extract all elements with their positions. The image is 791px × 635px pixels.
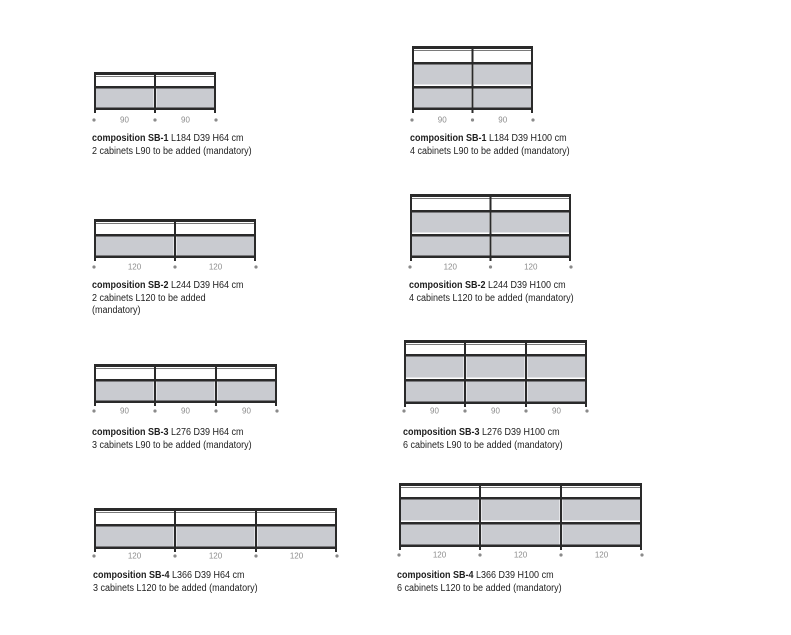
cabinet-panel — [177, 526, 255, 548]
frame-post — [214, 72, 216, 113]
frame-post — [399, 483, 401, 550]
cabinet-panel — [474, 88, 532, 109]
cabinet-panel — [528, 381, 586, 403]
cabinet-panel — [157, 381, 215, 402]
frame-post — [215, 364, 217, 406]
frame-post — [560, 483, 562, 550]
module-width-label: 90 — [181, 406, 190, 416]
cabinet-panel — [528, 356, 586, 378]
foot-marker — [478, 553, 481, 556]
foot-marker — [214, 118, 217, 121]
foot-marker — [408, 265, 411, 268]
sideboard-drawing — [94, 364, 282, 418]
frame-post — [640, 483, 642, 550]
composition-sb4-h64 — [94, 508, 342, 562]
composition-name: composition SB-1 — [92, 133, 169, 144]
frame-post — [255, 508, 257, 552]
frame-post — [94, 508, 96, 552]
base-line — [404, 402, 587, 405]
frame-post — [94, 219, 96, 261]
composition-dimensions: L366 D39 H100 cm — [476, 570, 554, 581]
composition-dimensions: L244 D39 H100 cm — [488, 280, 566, 291]
module-width-label: 120 — [127, 551, 142, 561]
cabinet-panel — [96, 236, 174, 257]
cabinet-panel — [474, 64, 532, 85]
foot-marker — [92, 265, 95, 268]
base-line — [94, 547, 337, 550]
frame-post — [464, 340, 466, 407]
foot-marker — [524, 409, 527, 412]
composition-name: composition SB-2 — [92, 280, 169, 291]
top-board — [94, 364, 277, 367]
cabinet-panel — [401, 524, 479, 546]
composition-dimensions: L366 D39 H64 cm — [172, 570, 245, 581]
cabinet-panel — [258, 526, 336, 548]
cabinet-panel — [96, 381, 154, 402]
module-width-label: 90 — [120, 406, 129, 416]
composition-name: composition SB-4 — [397, 570, 474, 581]
cabinet-panel — [412, 212, 490, 233]
foot-marker — [254, 265, 257, 268]
shelf-line — [399, 522, 642, 525]
foot-marker — [463, 409, 466, 412]
cabinet-panel — [96, 88, 154, 109]
composition-note: 2 cabinets L120 to be added — [92, 292, 206, 304]
composition-note: 3 cabinets L120 to be added (mandatory) — [93, 582, 258, 594]
module-width-label: 90 — [120, 115, 129, 125]
frame-post — [154, 364, 156, 406]
module-width-label: 120 — [208, 262, 223, 272]
top-board-edge — [404, 344, 587, 345]
module-width-label: 90 — [430, 406, 439, 416]
cabinet-panel — [563, 499, 641, 521]
composition-note: 4 cabinets L90 to be added (mandatory) — [410, 145, 570, 157]
foot-marker — [569, 265, 572, 268]
frame-post — [254, 219, 256, 261]
base-line — [399, 545, 642, 548]
module-width-label: 90 — [491, 406, 500, 416]
shelf-line — [404, 354, 587, 357]
cabinet-panel — [492, 236, 570, 257]
frame-post — [275, 364, 277, 406]
foot-marker — [92, 409, 95, 412]
foot-marker — [489, 265, 492, 268]
frame-post — [410, 194, 412, 261]
cabinet-panel — [406, 381, 464, 403]
composition-sb3-h100 — [403, 340, 591, 420]
frame-post — [94, 72, 96, 113]
cabinet-panel — [412, 236, 490, 257]
caption-sb3-h100 — [403, 427, 563, 452]
foot-marker — [92, 554, 95, 557]
module-width-label: 90 — [242, 406, 251, 416]
composition-name: composition SB-1 — [410, 133, 487, 144]
caption-sb1-h100 — [410, 133, 570, 158]
shelf-line — [94, 524, 337, 527]
cabinet-panel — [414, 64, 472, 85]
composition-sb3-h64 — [94, 364, 282, 418]
foot-marker — [214, 409, 217, 412]
frame-post — [404, 340, 406, 407]
foot-marker — [335, 554, 338, 557]
composition-note: 6 cabinets L90 to be added (mandatory) — [403, 439, 563, 451]
composition-dimensions: L276 D39 H100 cm — [482, 427, 560, 438]
sideboard-drawing — [94, 508, 342, 562]
foot-marker — [153, 409, 156, 412]
sideboard-drawing — [403, 340, 591, 420]
module-width-label: 120 — [289, 551, 304, 561]
foot-marker — [173, 554, 176, 557]
cabinet-panel — [482, 524, 560, 546]
cabinet-panel — [157, 88, 215, 109]
composition-sb1-h100 — [410, 46, 536, 126]
cabinet-panel — [467, 381, 525, 403]
module-width-label: 120 — [432, 550, 447, 560]
module-width-label: 120 — [127, 262, 142, 272]
frame-post — [585, 340, 587, 407]
foot-marker — [559, 553, 562, 556]
caption-sb1-h64 — [92, 133, 252, 158]
foot-marker — [397, 553, 400, 556]
foot-marker — [531, 118, 534, 121]
shelf-line — [399, 497, 642, 500]
composition-note: 6 cabinets L120 to be added (mandatory) — [397, 582, 562, 594]
frame-post — [94, 364, 96, 406]
base-line — [94, 401, 277, 404]
frame-post — [525, 340, 527, 407]
composition-name: composition SB-2 — [409, 280, 486, 291]
caption-sb4-h64 — [93, 570, 258, 595]
composition-sb2-h100 — [409, 194, 575, 274]
frame-post — [335, 508, 337, 552]
cabinet-panel — [482, 499, 560, 521]
foot-marker — [275, 409, 278, 412]
frame-post — [174, 219, 176, 261]
frame-post — [472, 46, 474, 113]
composition-note: 4 cabinets L120 to be added (mandatory) — [409, 292, 574, 304]
composition-sb2-h64 — [94, 219, 260, 273]
caption-sb4-h100 — [397, 570, 562, 595]
composition-sb1-h64 — [94, 72, 218, 126]
foot-marker — [640, 553, 643, 556]
composition-sb4-h100 — [398, 483, 646, 563]
composition-dimensions: L276 D39 H64 cm — [171, 427, 244, 438]
composition-note: 3 cabinets L90 to be added (mandatory) — [92, 439, 252, 451]
sideboard-drawing — [398, 483, 646, 563]
frame-post — [490, 194, 492, 261]
frame-post — [531, 46, 533, 113]
cabinet-panel — [406, 356, 464, 378]
foot-marker — [410, 118, 413, 121]
shelf-line — [404, 379, 587, 382]
top-board — [94, 508, 337, 511]
module-width-label: 90 — [181, 115, 190, 125]
caption-sb2-h100 — [409, 280, 574, 305]
cabinet-panel — [492, 212, 570, 233]
foot-marker — [254, 554, 257, 557]
composition-dimensions: L244 D39 H64 cm — [171, 280, 244, 291]
frame-post — [569, 194, 571, 261]
composition-name: composition SB-4 — [93, 570, 170, 581]
composition-dimensions: L184 D39 H100 cm — [489, 133, 567, 144]
cabinet-panel — [218, 381, 276, 402]
cabinet-panel — [563, 524, 641, 546]
foot-marker — [92, 118, 95, 121]
foot-marker — [153, 118, 156, 121]
sideboard-drawing — [94, 72, 218, 126]
composition-note: 2 cabinets L90 to be added (mandatory) — [92, 145, 252, 157]
caption-sb3-h64 — [92, 427, 252, 452]
module-width-label: 120 — [594, 550, 609, 560]
cabinet-panel — [467, 356, 525, 378]
top-board — [399, 483, 642, 486]
sideboard-drawing — [410, 46, 536, 126]
module-width-label: 90 — [552, 406, 561, 416]
module-width-label: 90 — [498, 115, 508, 125]
cabinet-panel — [401, 499, 479, 521]
top-board-edge — [94, 512, 337, 513]
foot-marker — [173, 265, 176, 268]
composition-name: composition SB-3 — [92, 427, 169, 438]
foot-marker — [471, 118, 474, 121]
frame-post — [174, 508, 176, 552]
module-width-label: 90 — [437, 115, 447, 125]
cabinet-panel — [177, 236, 255, 257]
foot-marker — [402, 409, 405, 412]
caption-sb2-h64 — [92, 280, 244, 318]
composition-note-continued: (mandatory) — [92, 305, 141, 316]
frame-post — [154, 72, 156, 113]
cabinet-panel — [96, 526, 174, 548]
top-board-edge — [399, 487, 642, 488]
module-width-label: 120 — [524, 262, 538, 272]
module-width-label: 120 — [513, 550, 528, 560]
frame-post — [479, 483, 481, 550]
module-width-label: 120 — [443, 262, 457, 272]
sideboard-drawing — [94, 219, 260, 273]
cabinet-panel — [414, 88, 472, 109]
top-board-edge — [94, 368, 277, 369]
shelf-line — [94, 379, 277, 382]
module-width-label: 120 — [208, 551, 223, 561]
sideboard-drawing — [409, 194, 575, 274]
composition-name: composition SB-3 — [403, 427, 480, 438]
top-board — [404, 340, 587, 343]
composition-dimensions: L184 D39 H64 cm — [171, 133, 244, 144]
frame-post — [412, 46, 414, 113]
foot-marker — [585, 409, 588, 412]
